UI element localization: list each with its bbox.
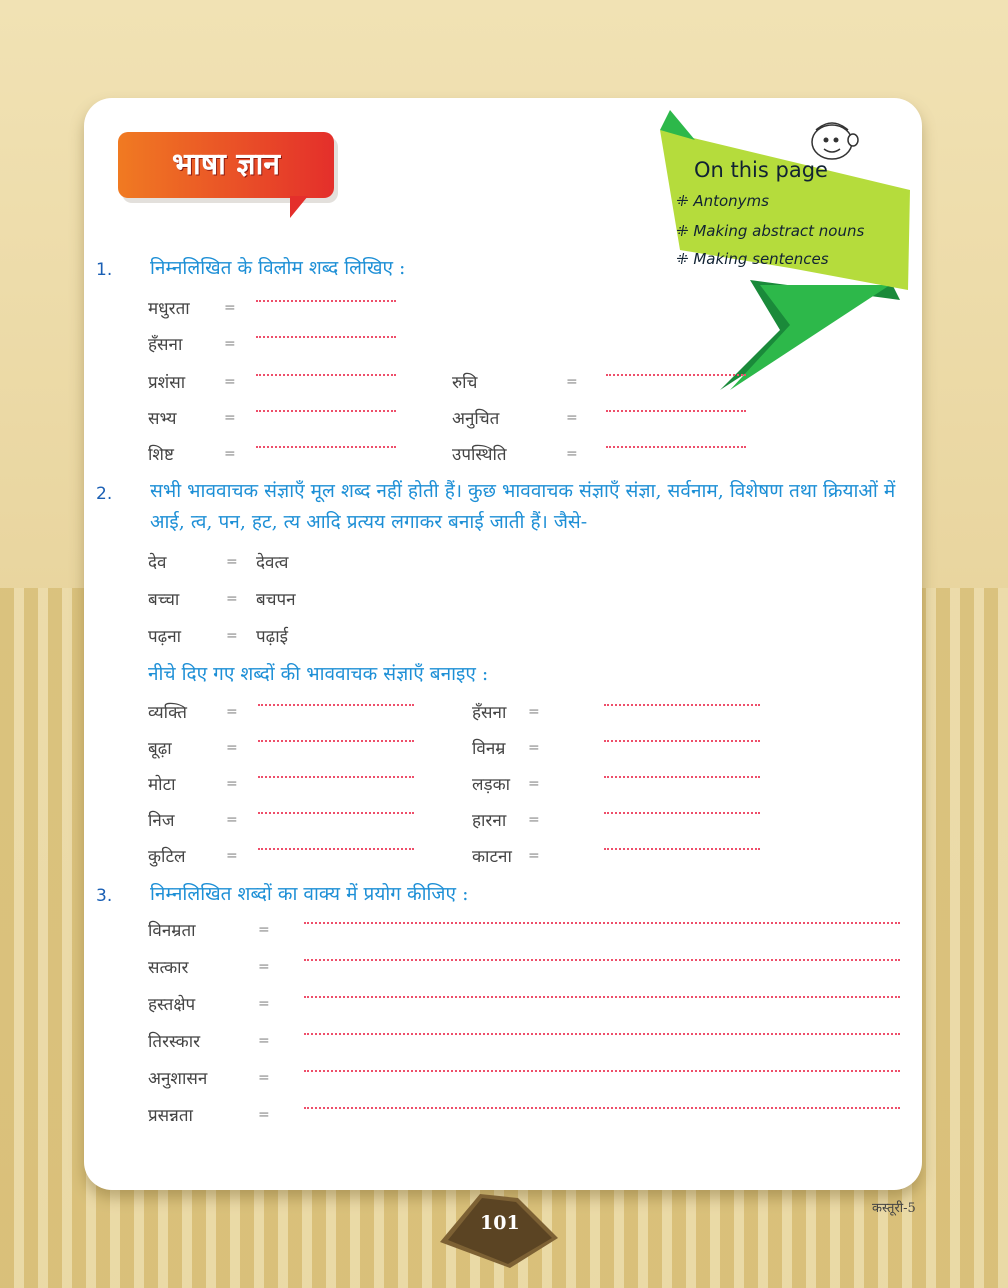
answer-line[interactable] — [604, 704, 760, 706]
cartoon-face-icon — [806, 118, 864, 162]
answer-line[interactable] — [258, 812, 414, 814]
answer-line[interactable] — [604, 848, 760, 850]
example-word: बच्चा — [148, 590, 180, 610]
answer-line[interactable] — [256, 410, 396, 412]
word-label: रुचि — [452, 373, 478, 393]
on-this-page-title: On this page — [694, 158, 828, 182]
section-title: भाषा ज्ञान — [171, 147, 281, 182]
answer-line[interactable] — [606, 374, 746, 376]
word-label: हस्तक्षेप — [148, 995, 196, 1015]
book-label: कस्तूरी-5 — [872, 1201, 916, 1216]
sentence-line[interactable] — [304, 1033, 900, 1035]
word-label: बूढ़ा — [148, 739, 172, 759]
answer-line[interactable] — [606, 410, 746, 412]
answer-line[interactable] — [258, 848, 414, 850]
word-label: शिष्ट — [148, 445, 174, 465]
example-answer: पढ़ाई — [256, 627, 288, 647]
example-answer: देवत्व — [256, 553, 289, 573]
sub-question-text: नीचे दिए गए शब्दों की भाववाचक संज्ञाएँ बनाइए : — [148, 663, 489, 685]
word-label: सत्कार — [148, 958, 189, 978]
word-label: तिरस्कार — [148, 1032, 201, 1052]
word-label: कुटिल — [148, 847, 186, 867]
answer-line[interactable] — [256, 446, 396, 448]
answer-line[interactable] — [604, 812, 760, 814]
answer-line[interactable] — [256, 374, 396, 376]
word-label: निज — [148, 811, 175, 831]
example-word: पढ़ना — [148, 627, 182, 647]
word-label: हँसना — [472, 703, 507, 723]
word-label: हँसना — [148, 335, 183, 355]
answer-line[interactable] — [606, 446, 746, 448]
sentence-line[interactable] — [304, 1070, 900, 1072]
answer-line[interactable] — [256, 336, 396, 338]
word-label: प्रसन्नता — [148, 1106, 193, 1126]
example-answer: बचपन — [256, 590, 296, 610]
question-number: 1. — [96, 260, 113, 280]
question-text: सभी भाववाचक संज्ञाएँ मूल शब्द नहीं होती हैं। कुछ भाववाचक संज्ञाएँ संज्ञा, सर्वनाम, विशेषण तथा क्रियाओं में आई, त्व, पन, हट, त्य आदि प्रत्यय लगाकर बनाई जाती हैं। जैसे- — [150, 480, 896, 533]
word-label: उपस्थिति — [452, 445, 507, 465]
answer-line[interactable] — [258, 776, 414, 778]
sentence-line[interactable] — [304, 996, 900, 998]
word-label: प्रशंसा — [148, 373, 186, 393]
page-number: 101 — [480, 1212, 520, 1234]
word-label: काटना — [472, 847, 512, 867]
answer-line[interactable] — [256, 300, 396, 302]
word-label: विनम्रता — [148, 921, 196, 941]
topic-item: ⁜ Making abstract nouns — [676, 222, 865, 240]
section-title-box — [118, 132, 334, 198]
topic-item: ⁜ Making sentences — [676, 250, 829, 268]
question-number: 3. — [96, 886, 113, 906]
example-word: देव — [148, 553, 167, 573]
word-label: मधुरता — [148, 299, 190, 319]
word-label: लड़का — [472, 775, 511, 795]
answer-line[interactable] — [258, 704, 414, 706]
question-text: निम्नलिखित के विलोम शब्द लिखिए : — [150, 257, 406, 279]
word-label: विनम्र — [472, 739, 506, 759]
question-text: निम्नलिखित शब्दों का वाक्य में प्रयोग कीजिए : — [150, 883, 469, 905]
sentence-line[interactable] — [304, 1107, 900, 1109]
word-label: मोटा — [148, 775, 176, 795]
sentence-line[interactable] — [304, 922, 900, 924]
word-label: अनुचित — [452, 409, 500, 429]
question-number: 2. — [96, 484, 113, 504]
answer-line[interactable] — [604, 776, 760, 778]
word-label: हारना — [472, 811, 507, 831]
word-label: व्यक्ति — [148, 703, 187, 723]
topic-item: ⁜ Antonyms — [676, 192, 769, 210]
sentence-line[interactable] — [304, 959, 900, 961]
word-label: अनुशासन — [148, 1069, 208, 1089]
word-label: सभ्य — [148, 409, 177, 429]
answer-line[interactable] — [604, 740, 760, 742]
answer-line[interactable] — [258, 740, 414, 742]
